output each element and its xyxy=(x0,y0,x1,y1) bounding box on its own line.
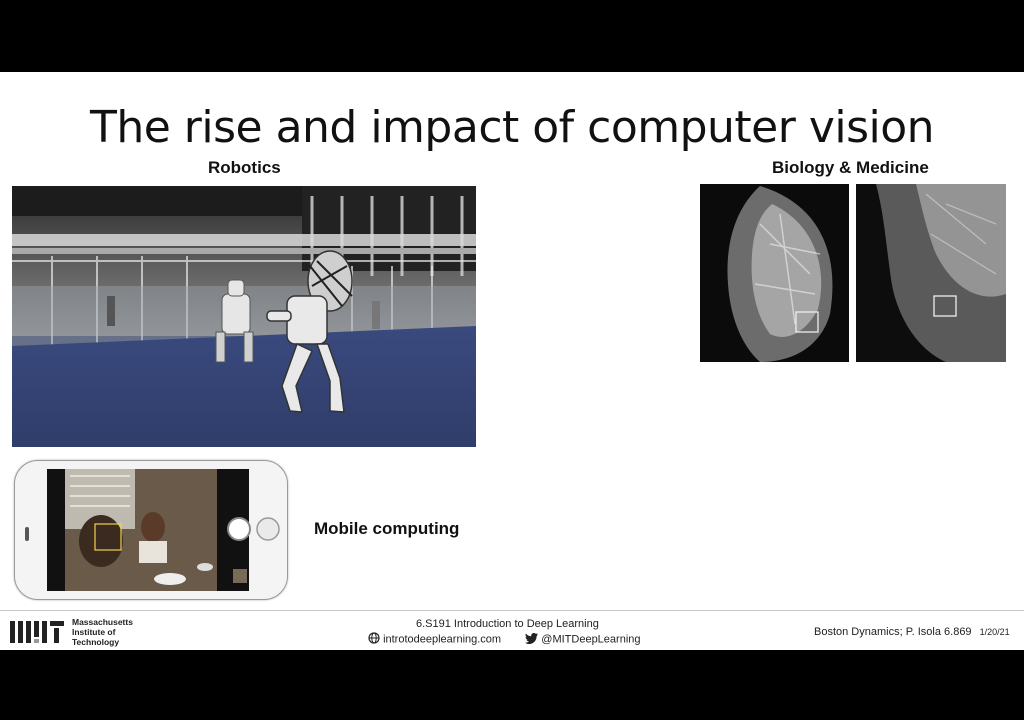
credit-text: Boston Dynamics; P. Isola 6.869 xyxy=(814,626,972,638)
slide-title: The rise and impact of computer vision xyxy=(89,102,935,153)
globe-icon xyxy=(368,635,383,647)
footer-links xyxy=(368,632,641,647)
course-name: 6.S191 Introduction to Deep Learning xyxy=(416,618,599,630)
biology-medicine-label: Biology & Medicine xyxy=(772,158,929,177)
image-credit xyxy=(814,626,1010,638)
twitter-icon xyxy=(525,635,541,647)
mit-logo-icon xyxy=(10,619,66,650)
slide-footer xyxy=(0,610,1024,650)
mobile-computing-label: Mobile computing xyxy=(314,519,460,538)
twitter-handle[interactable]: @MITDeepLearning xyxy=(541,633,641,646)
mammogram-image-right xyxy=(856,184,1006,362)
mit-wordmark: Massachusetts Institute of Technology xyxy=(72,617,133,647)
robotics-image xyxy=(12,186,476,447)
website-link[interactable]: introtodeeplearning.com xyxy=(383,633,502,646)
slide xyxy=(0,72,1024,650)
phone-image xyxy=(14,460,288,600)
mammogram-image-left xyxy=(700,184,849,362)
robotics-label: Robotics xyxy=(208,158,281,177)
slide-date: 1/20/21 xyxy=(979,627,1010,637)
